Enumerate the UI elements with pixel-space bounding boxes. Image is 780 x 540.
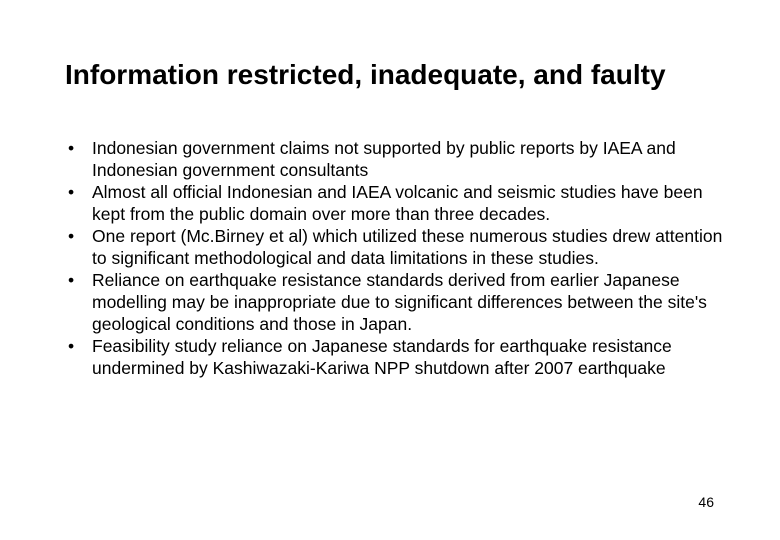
bullet-text: Reliance on earthquake resistance standards derived from earlier Japanese modelling may be inappropriate due to significant differences between the site's geological conditions and those in Japan. xyxy=(92,270,707,334)
bullet-icon: • xyxy=(68,226,75,246)
bullet-text: Almost all official Indonesian and IAEA volcanic and seismic studies have been kept from the public domain over more than three decades. xyxy=(92,182,703,224)
bullet-icon: • xyxy=(68,182,75,202)
bullet-text: One report (Mc.Birney et al) which utilized these numerous studies drew attention to significant methodological and data limitations in these studies. xyxy=(92,226,723,268)
bullet-icon: • xyxy=(68,138,75,158)
list-item xyxy=(65,269,725,335)
list-item xyxy=(65,335,725,379)
bullet-text: Indonesian government claims not supported by public reports by IAEA and Indonesian government consultants xyxy=(92,138,676,180)
list-item xyxy=(65,225,725,269)
bullet-icon: • xyxy=(68,336,75,356)
slide-title: Information restricted, inadequate, and faulty xyxy=(65,59,666,90)
bullet-text: Feasibility study reliance on Japanese standards for earthquake resistance undermined by Kashiwazaki-Kariwa NPP shutdown after 2007 earthquake xyxy=(92,336,672,378)
bullet-list xyxy=(65,137,725,379)
list-item xyxy=(65,137,725,181)
list-item xyxy=(65,181,725,225)
bullet-icon: • xyxy=(68,270,75,290)
page-number: 46 xyxy=(698,494,714,510)
